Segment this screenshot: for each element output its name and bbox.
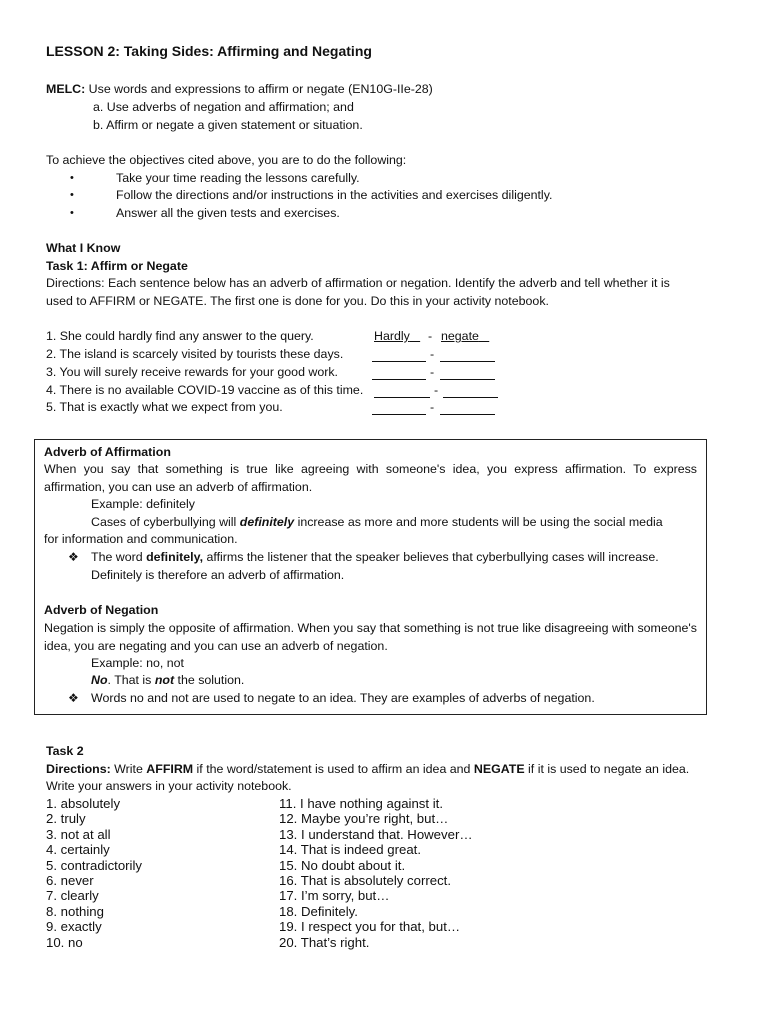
list-item: 8. nothing bbox=[46, 903, 104, 919]
bullet-icon: • bbox=[70, 189, 74, 201]
task1-item: 3. You will surely receive rewards for your good work. bbox=[46, 365, 339, 379]
answer-blank[interactable] bbox=[443, 384, 498, 398]
task1-answer-use: negate bbox=[441, 329, 479, 343]
affirmation-note: Definitely is therefore an adverb of affirmation. bbox=[91, 568, 345, 582]
list-item: 19. I respect you for that, but… bbox=[279, 919, 461, 935]
answer-blank[interactable] bbox=[372, 348, 426, 362]
bullet-icon: • bbox=[70, 172, 74, 184]
affirmation-example-sentence: Cases of cyberbullying will definitely increase as more and more students will be using the social media bbox=[91, 515, 663, 529]
list-item: 1. absolutely bbox=[46, 796, 121, 811]
affirmation-note: The word definitely, affirms the listener that the speaker believes that cyberbullying cases will increase. bbox=[91, 550, 659, 564]
list-item: 4. certainly bbox=[46, 842, 110, 858]
list-item: 11. I have nothing against it. bbox=[279, 796, 443, 811]
lesson-title: LESSON 2: Taking Sides: Affirming and Negating bbox=[46, 43, 372, 59]
task2-directions: Write your answers in your activity notebook. bbox=[46, 779, 292, 793]
negation-example-label: Example: no, not bbox=[91, 656, 184, 670]
affirmation-example-sentence: for information and communication. bbox=[44, 532, 238, 546]
task1-answer-adverb: Hardly bbox=[374, 329, 410, 343]
melc-line bbox=[46, 81, 433, 99]
affirmation-paragraph: When you say that something is true like agreeing with someone's idea, you express affirmation. To express affirmation, you can use an adverb of affirmation. bbox=[44, 462, 697, 494]
list-item: 15. No doubt about it. bbox=[279, 857, 406, 873]
task2-right-column bbox=[279, 796, 473, 950]
task2-heading: Task 2 bbox=[46, 744, 84, 758]
task1-item: 1. She could hardly find any answer to the query. bbox=[46, 329, 314, 343]
task1-directions: used to AFFIRM or NEGATE. The first one is done for you. Do this in your activity notebook. bbox=[46, 294, 549, 308]
affirmation-heading: Adverb of Affirmation bbox=[44, 445, 171, 459]
answer-blank[interactable] bbox=[372, 366, 426, 380]
melc-item-b: b. Affirm or negate a given statement or situation. bbox=[93, 118, 363, 132]
dash: - bbox=[428, 329, 433, 343]
negation-heading: Adverb of Negation bbox=[44, 603, 159, 617]
dash: - bbox=[430, 347, 435, 361]
task2-directions: Directions: Write AFFIRM if the word/statement is used to affirm an idea and NEGATE if it is used to negate an idea. bbox=[46, 762, 690, 776]
task1-heading: Task 1: Affirm or Negate bbox=[46, 259, 188, 273]
list-item: 18. Definitely. bbox=[279, 903, 358, 919]
objectives-intro: To achieve the objectives cited above, you are to do the following: bbox=[46, 153, 407, 167]
what-i-know-heading: What I Know bbox=[46, 241, 121, 255]
list-item: 14. That is indeed great. bbox=[279, 842, 421, 858]
answer-blank[interactable] bbox=[440, 366, 495, 380]
melc-item-a: a. Use adverbs of negation and affirmation; and bbox=[93, 100, 354, 114]
negation-note: Words no and not are used to negate to an idea. They are examples of adverbs of negation. bbox=[91, 691, 595, 705]
answer-blank[interactable] bbox=[374, 384, 430, 398]
list-item: 3. not at all bbox=[46, 826, 111, 842]
melc-text: Use words and expressions to affirm or negate (EN10G-IIe-28) bbox=[85, 82, 433, 96]
answer-blank[interactable] bbox=[440, 401, 495, 415]
objective-item: Take your time reading the lessons carefully. bbox=[116, 171, 360, 185]
list-item: 12. Maybe you’re right, but… bbox=[279, 811, 449, 827]
answer-blank[interactable] bbox=[440, 348, 495, 362]
dash: - bbox=[434, 383, 439, 397]
dash: - bbox=[430, 400, 435, 414]
list-item: 20. That’s right. bbox=[279, 934, 370, 950]
task1-directions: Directions: Each sentence below has an adverb of affirmation or negation. Identify the adverb and tell whether it is bbox=[46, 276, 670, 290]
affirmation-example-label: Example: definitely bbox=[91, 497, 195, 511]
list-item: 13. I understand that. However… bbox=[279, 826, 473, 842]
list-item: 10. no bbox=[46, 934, 83, 950]
diamond-bullet-icon: ❖ bbox=[68, 550, 79, 564]
negation-paragraph: Negation is simply the opposite of affirmation. When you say that something is not true like disagreeing with someone's idea, you are negating and you can use an adverb of negation. bbox=[44, 621, 697, 653]
list-item: 9. exactly bbox=[46, 919, 102, 935]
bullet-icon: • bbox=[70, 207, 74, 219]
task2-left-column bbox=[46, 796, 142, 950]
dash: - bbox=[430, 365, 435, 379]
list-item: 6. never bbox=[46, 873, 94, 889]
list-item: 5. contradictorily bbox=[46, 857, 143, 873]
objective-item: Follow the directions and/or instructions in the activities and exercises diligently. bbox=[116, 188, 553, 202]
task1-item: 5. That is exactly what we expect from you. bbox=[46, 400, 283, 414]
list-item: 2. truly bbox=[46, 811, 86, 827]
list-item: 17. I’m sorry, but… bbox=[279, 888, 390, 904]
list-item: 16. That is absolutely correct. bbox=[279, 873, 452, 889]
objective-item: Answer all the given tests and exercises. bbox=[116, 206, 340, 220]
answer-blank[interactable] bbox=[372, 401, 426, 415]
negation-example-sentence: No. That is not the solution. bbox=[91, 673, 245, 687]
list-item: 7. clearly bbox=[46, 888, 99, 904]
emphasis-word: definitely bbox=[239, 515, 295, 529]
diamond-bullet-icon: ❖ bbox=[68, 691, 79, 705]
task1-item: 2. The island is scarcely visited by tourists these days. bbox=[46, 347, 344, 361]
melc-label: MELC: bbox=[46, 82, 86, 96]
task1-item: 4. There is no available COVID-19 vaccine as of this time. bbox=[46, 383, 364, 397]
